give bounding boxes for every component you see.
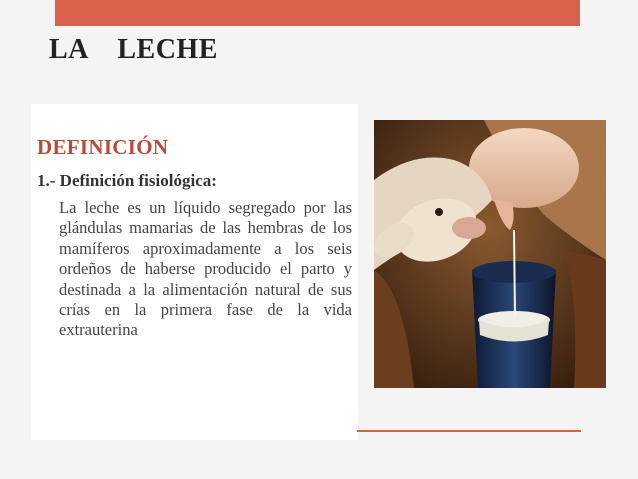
- calf-drinking-milk-photo: [374, 120, 606, 388]
- top-accent-bar: [55, 0, 580, 26]
- bottom-accent-line: [357, 430, 581, 432]
- section-heading: DEFINICIÓN: [37, 135, 169, 159]
- definition-paragraph: La leche es un líquido segregado por las glándulas mamarias de las hembras de los mamíferos aproximadamente a los seis ordeños de haberse producido el parto y destinada a la alimentación natural de sus crías en la primera fase de la vida extrauterina: [59, 198, 352, 340]
- subheading: 1.- Definición fisiológica:: [37, 171, 217, 190]
- slide-title: LA LECHE: [49, 34, 218, 65]
